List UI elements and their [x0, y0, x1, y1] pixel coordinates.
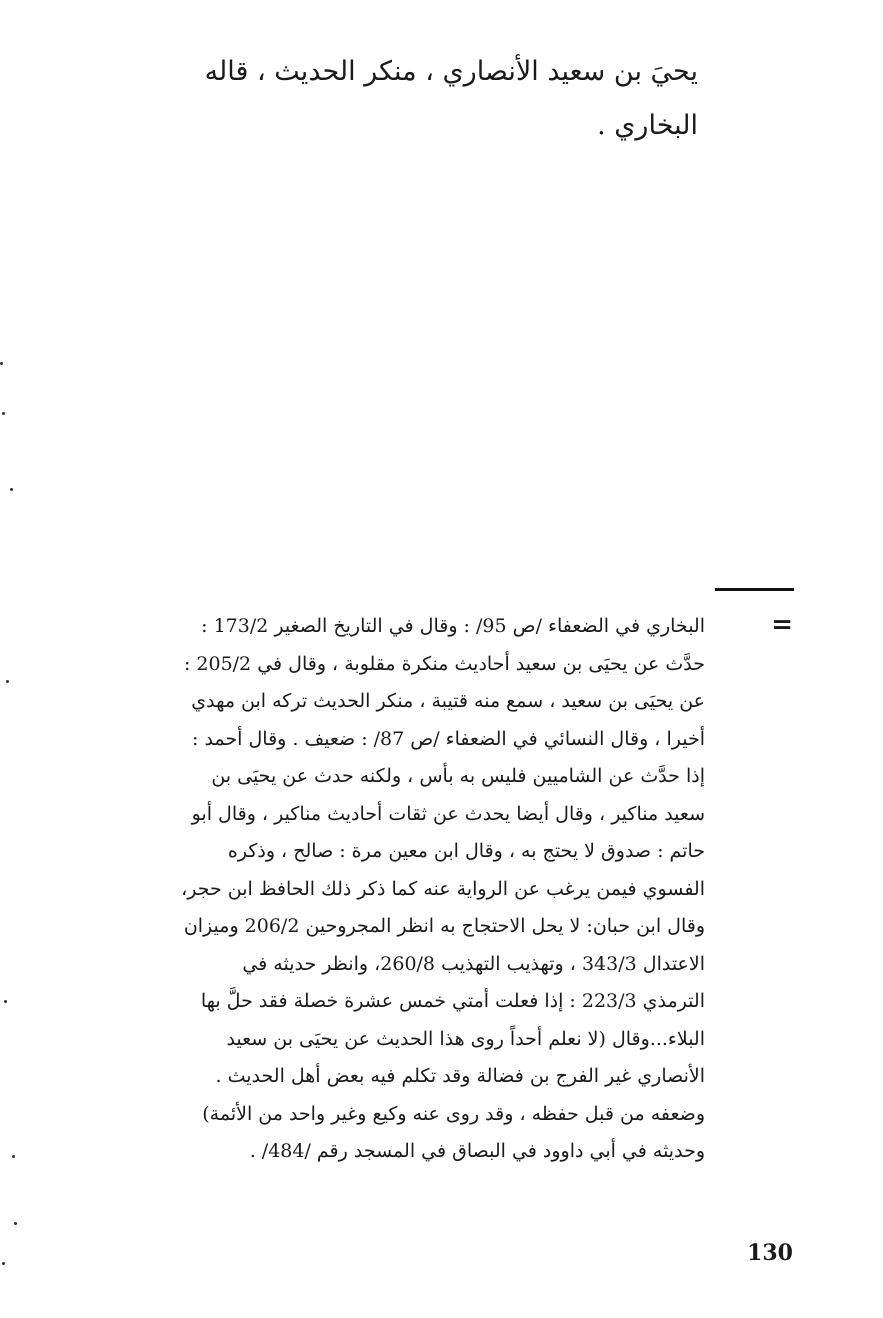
footnote-line: الفسوي فيمن يرغب عن الرواية عنه كما ذكر ذلك الحافظ ابن حجر،: [181, 877, 705, 900]
footnote-line: البلاء...وقال (لا نعلم أحداً روى هذا الحديث عن يحيَى بن سعيد: [226, 1027, 705, 1050]
footnote-line: الاعتدال 343/3 ، وتهذيب التهذيب 260/8، وانظر حديثه في: [242, 952, 705, 975]
footnote-line: الترمذي 223/3 : إذا فعلت أمتي خمس عشرة خصلة فقد حلَّ بها: [200, 990, 705, 1012]
scan-speck: [12, 1155, 15, 1158]
main-body-text: [98, 45, 698, 153]
scan-speck: [2, 412, 5, 415]
footnote-line: وضعفه من قبل حفظه ، وقد روى عنه وكيع وغير واحد من الأئمة): [202, 1102, 705, 1125]
footnote-line: الأنصاري غير الفرج بن فضالة وقد تكلم فيه بعض أهل الحديث .: [215, 1065, 705, 1087]
footnote-line: أخيرا ، وقال النسائي في الضعفاء /ص 87/ : ضعيف . وقال أحمد :: [192, 727, 705, 750]
footnote-continuation-marker: =: [771, 610, 793, 640]
scan-speck: [14, 1222, 17, 1225]
footnote-line: حاتم : صدوق لا يحتج به ، وقال ابن معين مرة : صالح ، وذكره: [227, 840, 705, 862]
footnote-line: البخاري في الضعفاء /ص 95/ : وقال في التاريخ الصغير 173/2 :: [201, 615, 705, 637]
scan-speck: [0, 362, 3, 365]
scan-speck: [2, 1262, 5, 1265]
footnote-line: وقال ابن حبان: لا يحل الاحتجاج به انظر المجروحين 206/2 وميزان: [183, 915, 705, 937]
footnote-line: وحديثه في أبي داوود في البصاق في المسجد رقم /484/ .: [249, 1140, 705, 1162]
scan-speck: [10, 488, 13, 491]
footnote-text: [107, 608, 705, 1171]
footnote-line: عن يحيَى بن سعيد ، سمع منه قتيبة ، منكر الحديث تركه ابن مهدي: [191, 690, 705, 712]
footnote-line: إذا حدَّث عن الشاميين فليس به بأس ، ولكنه حدث عن يحيَى بن: [211, 765, 705, 787]
footnote-line: سعيد مناكير ، وقال أيضا يحدث عن ثقات أحاديث مناكير ، وقال أبو: [191, 802, 705, 825]
scan-speck: [6, 680, 9, 683]
footnote-separator: [715, 588, 794, 591]
scan-speck: [4, 1000, 7, 1003]
main-text-line: البخاري .: [597, 110, 698, 141]
page-number: 130: [747, 1240, 793, 1266]
main-text-line: يحيَ بن سعيد الأنصاري ، منكر الحديث ، قاله: [204, 56, 698, 87]
footnote-line: حدَّث عن يحيَى بن سعيد أحاديث منكرة مقلوبة ، وقال في 205/2 :: [183, 652, 705, 675]
